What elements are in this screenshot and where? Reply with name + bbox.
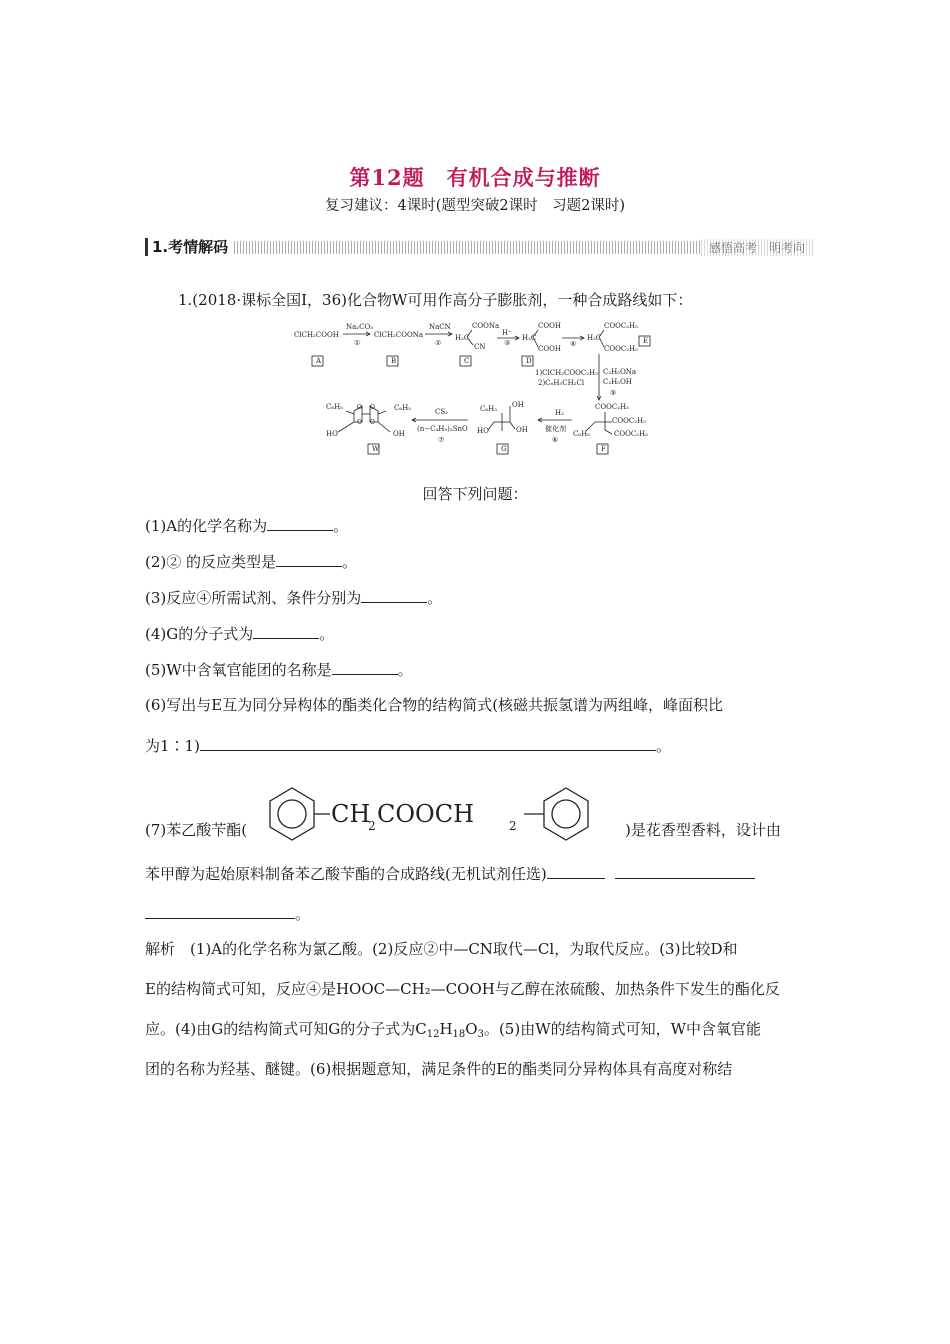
compound-d-top: COOH bbox=[538, 322, 561, 330]
answer-blank-7a[interactable] bbox=[547, 863, 605, 879]
compound-e-top: COOC₂H₅ bbox=[604, 322, 638, 330]
answer-blank-4[interactable] bbox=[253, 623, 319, 639]
reagent-na2co3: Na₂CO₃ bbox=[346, 323, 374, 331]
question-2-text: (2)② 的反应类型是 bbox=[145, 553, 277, 571]
compound-b-formula: ClCH₂COONa bbox=[374, 331, 423, 339]
answer-blank-5[interactable] bbox=[332, 659, 398, 675]
question-5-period: 。 bbox=[397, 661, 413, 679]
step-5-label: ⑤ bbox=[610, 389, 617, 397]
section-hatch-divider bbox=[234, 241, 701, 254]
question-6-cont: 为1∶1) bbox=[145, 737, 200, 755]
reagent-h2: H₂ bbox=[555, 409, 564, 417]
answer-prompt: 回答下列问题： bbox=[422, 485, 528, 503]
question-5-text: (5)W中含氧官能团的名称是 bbox=[145, 661, 332, 679]
answer-blank-1[interactable] bbox=[267, 515, 333, 531]
question-7-prefix: (7)苯乙酸苄酯( bbox=[145, 821, 248, 839]
compound-f-side: C₆H₅ bbox=[573, 430, 591, 438]
compound-f-mid: COOC₂H₅ bbox=[612, 417, 646, 425]
compound-w-o3: O bbox=[357, 419, 362, 426]
compound-c-left: H₂C bbox=[455, 334, 470, 342]
analysis-line-3b: H bbox=[439, 1020, 453, 1038]
analysis-sub-h: 18 bbox=[452, 1029, 466, 1040]
question-7-cont: 苯甲醇为起始原料制备苯乙酸苄酯的合成路线(无机试剂任选) bbox=[145, 865, 547, 883]
reagent-h-plus: H⁺ bbox=[502, 329, 512, 337]
question-4-text: (4)G的分子式为 bbox=[145, 625, 254, 643]
question-6-line-2 bbox=[145, 735, 671, 756]
step-7-label: ⑦ bbox=[438, 436, 445, 444]
compound-w-o2: O bbox=[370, 404, 375, 411]
question-3-period: 。 bbox=[427, 589, 443, 607]
page-subtitle: 复习建议：4课时(题型突破2课时 习题2课时) bbox=[325, 198, 625, 214]
question-2 bbox=[145, 551, 357, 572]
question-1 bbox=[145, 515, 348, 536]
compound-c-bottom: CN bbox=[474, 343, 486, 351]
compound-g-side: C₆H₅ bbox=[480, 405, 498, 413]
question-4 bbox=[145, 623, 334, 644]
benzene-ring-left bbox=[270, 788, 314, 840]
compound-g-oh1: OH bbox=[512, 401, 524, 409]
section-bar bbox=[145, 236, 813, 258]
question-7-line-3 bbox=[145, 903, 310, 924]
label-w: W bbox=[372, 445, 380, 453]
compound-e-left: H₂C bbox=[587, 334, 602, 342]
analysis-line-4: 团的名称为羟基、醚键。(6)根据题意知，满足条件的E的酯类同分异构体具有高度对称结 bbox=[145, 1060, 733, 1078]
question-5 bbox=[145, 659, 413, 680]
formula-sub-b: 2 bbox=[509, 819, 517, 833]
compound-w-left: C₆H₅ bbox=[326, 403, 344, 411]
reagent-sno: (n−C₄H₉)₂SnO bbox=[417, 425, 468, 433]
problem-intro: 1.(2018·课标全国Ⅰ，36)化合物W可用作高分子膨胀剂，一种合成路线如下： bbox=[178, 291, 693, 309]
question-7-suffix: )是花香型香料，设计由 bbox=[625, 821, 781, 839]
step-6-label: ⑥ bbox=[552, 436, 559, 444]
question-2-period: 。 bbox=[342, 553, 358, 571]
reagent-5c: C₂H₅ONa bbox=[603, 368, 637, 376]
question-6-period: 。 bbox=[655, 737, 671, 755]
page-title: 第12题 有机合成与推断 bbox=[349, 165, 601, 190]
step-2-label: ② bbox=[435, 339, 442, 347]
analysis-line-2: E的结构简式可知，反应④是HOOC—CH₂—COOH与乙醇在浓硫酸、加热条件下发生的酯化反 bbox=[145, 980, 780, 998]
compound-d-bottom: COOH bbox=[538, 345, 561, 353]
compound-e-bottom: COOC₂H₅ bbox=[604, 345, 638, 353]
label-e: E bbox=[643, 337, 649, 345]
question-1-period: 。 bbox=[333, 517, 349, 535]
formula-part-b: COOCH bbox=[377, 800, 475, 828]
answer-blank-7b[interactable] bbox=[615, 863, 755, 879]
answer-blank-7c[interactable] bbox=[145, 903, 295, 919]
question-7-line-2 bbox=[145, 863, 755, 884]
reagent-catalyst: 催化剂 bbox=[545, 425, 566, 433]
benzyl-phenylacetate-structure bbox=[262, 778, 622, 850]
reagent-cs2: CS₂ bbox=[435, 408, 448, 416]
question-6-line-1: (6)写出与E互为同分异构体的酯类化合物的结构简式(核磁共振氢谱为两组峰，峰面积比 bbox=[145, 696, 724, 714]
analysis-line-3a: 应。(4)由G的结构简式可知G的分子式为C bbox=[145, 1020, 427, 1038]
compound-w-o1: O bbox=[357, 404, 362, 411]
reagent-nacn: NaCN bbox=[429, 323, 451, 331]
compound-w-ho: HO bbox=[326, 430, 338, 438]
answer-blank-3[interactable] bbox=[361, 587, 427, 603]
step-1-label: ① bbox=[354, 339, 361, 347]
analysis-sub-c: 12 bbox=[426, 1029, 440, 1040]
label-c: C bbox=[464, 357, 470, 365]
reagent-5b: 2)C₆H₅CH₂Cl bbox=[538, 379, 585, 387]
analysis-line-3d: 。(5)由W的结构简式可知，W中含氧官能 bbox=[483, 1020, 762, 1038]
section-label: 1.考情解码 bbox=[145, 238, 234, 256]
formula-sub-a: 2 bbox=[368, 819, 376, 833]
question-3 bbox=[145, 587, 442, 608]
question-7-period: 。 bbox=[295, 905, 311, 923]
analysis-line-3 bbox=[145, 1019, 761, 1045]
reagent-5a: 1)ClCH₂COOC₂H₅ bbox=[535, 369, 598, 377]
compound-f-bottom: COOC₂H₅ bbox=[614, 430, 648, 438]
compound-label-boxes bbox=[315, 337, 648, 453]
section-tag: 感悟高考 明考向 bbox=[701, 239, 813, 256]
analysis-line-3c: O bbox=[465, 1020, 478, 1038]
step-4-label: ④ bbox=[570, 340, 577, 348]
label-g: G bbox=[501, 445, 507, 453]
compound-f-top: COOC₂H₅ bbox=[595, 403, 629, 411]
label-d: D bbox=[526, 357, 532, 365]
compound-w-oh: OH bbox=[393, 430, 405, 438]
analysis-sub-o: 3 bbox=[477, 1029, 484, 1040]
question-4-period: 。 bbox=[319, 625, 335, 643]
step-3-label: ③ bbox=[504, 339, 511, 347]
label-a: A bbox=[316, 357, 322, 365]
formula-part-a: CH bbox=[331, 800, 371, 828]
reagent-5d: C₂H₅OH bbox=[603, 378, 632, 386]
benzene-ring-right bbox=[544, 788, 588, 840]
compound-d-left: H₂C bbox=[522, 334, 537, 342]
synthesis-scheme bbox=[290, 318, 660, 458]
analysis-line-1: 解析 (1)A的化学名称为氯乙酸。(2)反应②中—CN取代—Cl，为取代反应。(3)比较D和 bbox=[145, 940, 738, 958]
compound-c-top: COONa bbox=[472, 322, 500, 330]
compound-a-formula: ClCH₂COOH bbox=[294, 331, 339, 339]
answer-blank-2[interactable] bbox=[276, 551, 342, 567]
answer-blank-6[interactable] bbox=[200, 735, 656, 751]
question-1-text: (1)A的化学名称为 bbox=[145, 517, 268, 535]
question-3-text: (3)反应④所需试剂、条件分别为 bbox=[145, 589, 362, 607]
compound-w-o4: O bbox=[370, 419, 375, 426]
compound-g-oh3: HO bbox=[477, 427, 489, 435]
compound-w-right: C₆H₅ bbox=[394, 404, 412, 412]
label-f: F bbox=[601, 445, 606, 453]
label-b: B bbox=[391, 357, 397, 365]
compound-g-oh2: OH bbox=[516, 426, 528, 434]
